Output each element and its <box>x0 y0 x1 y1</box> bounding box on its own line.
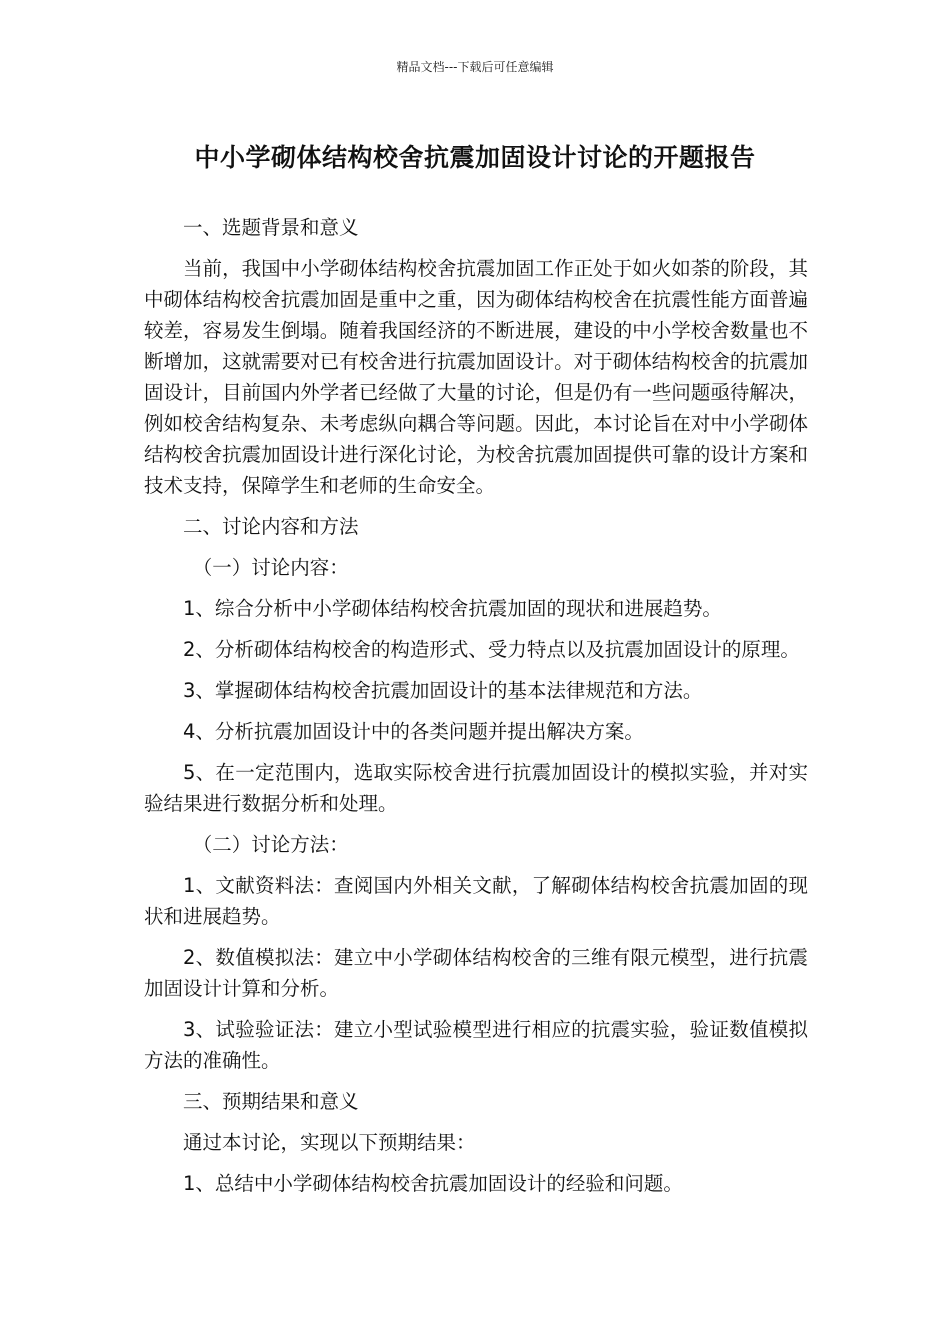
list-item-method-1: 1、文献资料法：查阅国内外相关文献，了解砌体结构校舍抗震加固的现状和进展趋势。 <box>144 874 808 928</box>
subheading-content: （一）讨论内容： <box>192 556 349 579</box>
list-item-content-4: 4、分析抗震加固设计中的各类问题并提出解决方案。 <box>183 720 644 743</box>
section-heading-background: 一、选题背景和意义 <box>183 216 359 239</box>
document-body <box>144 212 808 1209</box>
section-heading-results: 三、预期结果和意义 <box>183 1090 359 1113</box>
list-item-content-5: 5、在一定范围内，选取实际校舍进行抗震加固设计的模拟实验，并对实验结果进行数据分析和处理。 <box>144 761 808 815</box>
list-item-method-2: 2、数值模拟法：建立中小学砌体结构校舍的三维有限元模型，进行抗震加固设计计算和分析。 <box>144 946 808 1000</box>
paragraph-results-intro: 通过本讨论，实现以下预期结果： <box>183 1131 476 1154</box>
subheading-methods: （二）讨论方法： <box>192 833 349 856</box>
list-item-content-3: 3、掌握砌体结构校舍抗震加固设计的基本法律规范和方法。 <box>183 679 703 702</box>
list-item-result-1: 1、总结中小学砌体结构校舍抗震加固设计的经验和问题。 <box>183 1172 683 1195</box>
section-heading-content-methods: 二、讨论内容和方法 <box>183 515 359 538</box>
list-item-content-1: 1、综合分析中小学砌体结构校舍抗震加固的现状和进展趋势。 <box>183 597 722 620</box>
header-note: 精品文档---下载后可任意编辑 <box>396 60 554 74</box>
paragraph-background: 当前，我国中小学砌体结构校舍抗震加固工作正处于如火如荼的阶段，其中砌体结构校舍抗震加固是重中之重，因为砌体结构校舍在抗震性能方面普遍较差，容易发生倒塌。随着我国经济的不断进展，建设的中小学校舍数量也不断增加，这就需要对已有校舍进行抗震加固设计。对于砌体结构校舍的抗震加固设计，目前国内外学者已经做了大量的讨论，但是仍有一些问题亟待解决，例如校舍结构复杂、未考虑纵向耦合等问题。因此，本讨论旨在对中小学砌体结构校舍抗震加固设计进行深化讨论，为校舍抗震加固提供可靠的设计方案和技术支持，保障学生和老师的生命安全。 <box>144 257 808 497</box>
list-item-method-3: 3、试验验证法：建立小型试验模型进行相应的抗震实验，验证数值模拟方法的准确性。 <box>144 1018 808 1072</box>
list-item-content-2: 2、分析砌体结构校舍的构造形式、受力特点以及抗震加固设计的原理。 <box>183 638 800 661</box>
document-title: 中小学砌体结构校舍抗震加固设计讨论的开题报告 <box>194 143 756 172</box>
